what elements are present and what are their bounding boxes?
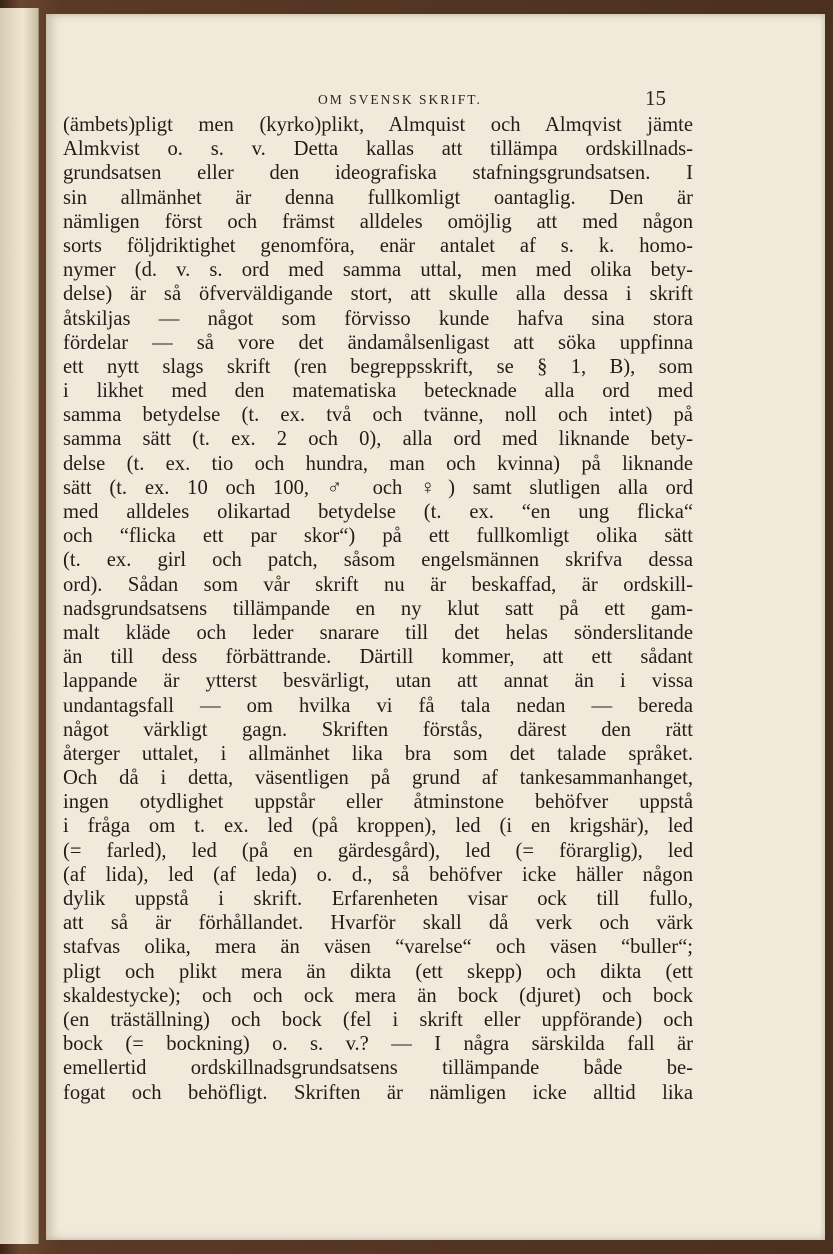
text-line: emellertid ordskillnadsgrundsatsens tillämpande både be- <box>63 1057 693 1080</box>
text-line: nadsgrundsatsens tillämpande en ny klut satt på ett gam- <box>63 597 693 620</box>
body-text <box>63 113 693 1105</box>
text-line: skaldestycke); och och ock mera än bock (djuret) och bock <box>63 984 693 1007</box>
text-line: fördelar — så vore det ändamålsenligast att söka uppfinna <box>63 331 693 354</box>
text-line: samma betydelse (t. ex. två och tvänne, noll och intet) på <box>63 404 693 427</box>
text-line: Almkvist o. s. v. Detta kallas att tillämpa ordskillnads- <box>63 138 693 161</box>
text-line: att så är förhållandet. Hvarför skall då verk och värk <box>63 912 693 935</box>
text-line: lappande är ytterst besvärligt, utan att annat än i vissa <box>63 670 693 693</box>
running-head: OM SVENSK SKRIFT. <box>318 92 482 107</box>
text-line: i likhet med den matematiska betecknade alla ord med <box>63 380 693 403</box>
text-line: (t. ex. girl och patch, såsom engelsmännen skrifva dessa <box>63 549 693 572</box>
text-line: återger uttalet, i allmänhet lika bra som det talade språket. <box>63 742 693 765</box>
text-line: i fråga om t. ex. led (på kroppen), led (i en krigshär), led <box>63 815 693 838</box>
text-line: malt kläde och leder snarare till det helas sönderslitande <box>63 621 693 644</box>
text-line: sin allmänhet är denna fullkomligt oantaglig. Den är <box>63 186 693 209</box>
text-line: och “flicka ett par skor“) på ett fullkomligt olika sätt <box>63 525 693 548</box>
text-line: ingen otydlighet uppstår eller åtminstone behöfver uppstå <box>63 791 693 814</box>
text-line: undantagsfall — om hvilka vi få tala nedan — bereda <box>63 694 693 717</box>
text-line: Och då i detta, väsentligen på grund af tankesammanhanget, <box>63 767 693 790</box>
text-line: dylik uppstå i skrift. Erfarenheten visar ock till fullo, <box>63 888 693 910</box>
text-line: pligt och plikt mera än dikta (ett skepp) och dikta (ett <box>63 960 693 983</box>
text-line: (af lida), led (af leda) o. d., så behöfver icke häller någon <box>63 863 693 886</box>
text-line: grundsatsen eller den ideografiska stafningsgrundsatsen. I <box>63 162 693 185</box>
text-line: (= farled), led (på en gärdesgård), led (= förarglig), led <box>63 839 693 862</box>
text-line: nämligen först och främst alldeles omöjlig att med någon <box>63 210 693 233</box>
text-line: stafvas olika, mera än väsen “varelse“ och väsen “buller“; <box>63 936 693 959</box>
text-line: ord). Sådan som vår skrift nu är beskaffad, är ordskill- <box>63 573 693 596</box>
text-line: nymer (d. v. s. ord med samma uttal, men med olika bety- <box>63 259 693 282</box>
previous-page-edge <box>0 8 39 1244</box>
text-line: (ämbets)pligt men (kyrko)plikt, Almquist och Almqvist jämte <box>63 114 693 136</box>
text-line: (en träställning) och bock (fel i skrift eller uppförande) och <box>63 1008 693 1031</box>
text-line: bock (= bockning) o. s. v.? — I några särskilda fall är <box>63 1033 693 1056</box>
text-line: delse (t. ex. tio och hundra, man och kvinna) på liknande <box>63 452 693 475</box>
text-line: sorts följdriktighet genomföra, enär antalet af s. k. homo- <box>63 234 693 257</box>
text-line: samma sätt (t. ex. 2 och 0), alla ord med liknande bety- <box>63 428 693 451</box>
page-header <box>60 76 680 110</box>
text-line: något värkligt gagn. Skriften förstås, därest den rätt <box>63 718 693 741</box>
text-line: ett nytt slags skrift (ren begreppsskrift, se § 1, B), som <box>63 355 693 378</box>
text-line: än till dess förbättrande. Därtill kommer, att ett sådant <box>63 646 693 669</box>
text-line: med alldeles olikartad betydelse (t. ex. “en ung flicka“ <box>63 501 693 523</box>
text-line: sätt (t. ex. 10 och 100, ♂ och ♀) samt slutligen alla ord <box>63 476 693 499</box>
text-line: delse) är så öfverväldigande stort, att skulle alla dessa i skrift <box>63 283 693 306</box>
text-line: fogat och behöfligt. Skriften är nämligen icke alltid lika <box>63 1081 693 1104</box>
text-line: åtskiljas — något som förvisso kunde hafva sina stora <box>63 307 693 330</box>
page-number: 15 <box>645 86 666 110</box>
